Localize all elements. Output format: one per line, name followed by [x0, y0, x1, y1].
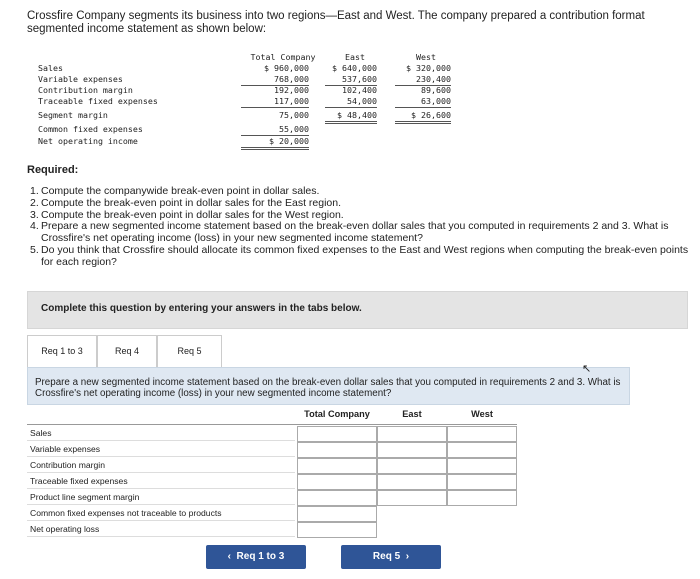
grid-header-east: East	[402, 409, 422, 419]
tab-req-1-to-3[interactable]: Req 1 to 3	[27, 335, 97, 368]
stmt-value: $ 26,600	[395, 110, 451, 124]
required-item-number: 5.	[30, 243, 39, 256]
grid-header-west: West	[471, 409, 493, 419]
grid-row-label: Traceable fixed expenses	[27, 473, 295, 489]
stmt-value: 537,600	[325, 74, 377, 86]
required-item-text: Compute the companywide break-even point in dollar sales.	[41, 185, 320, 197]
stmt-value: $ 48,400	[325, 110, 377, 124]
grid-header-total: Total Company	[304, 409, 370, 419]
variable-expenses-total-input[interactable]	[297, 442, 377, 458]
stmt-header-total: Total Company	[250, 52, 316, 62]
problem-intro: Crossfire Company segments its business into two regions—East and West. The company prepared a contribution format segmented income statement as shown below:	[27, 10, 645, 35]
contribution-margin-west-input[interactable]	[447, 458, 517, 474]
stmt-label: Common fixed expenses	[38, 124, 143, 134]
required-list	[30, 186, 690, 269]
required-title: Required:	[27, 164, 79, 176]
net-operating-loss-total-input[interactable]	[297, 522, 377, 538]
requirement-prompt: Prepare a new segmented income statement based on the break-even dollar sales that you computed in requirements 2 and 3. What is Crossfire's net operating income (loss) in your new segmented income statement?	[35, 377, 621, 399]
prev-req-button[interactable]	[206, 545, 306, 569]
stmt-value: 75,000	[279, 110, 309, 120]
requirement-panel	[27, 367, 630, 405]
stmt-label: Segment margin	[38, 110, 108, 120]
stmt-label: Variable expenses	[38, 74, 123, 84]
grid-row-label: Sales	[27, 425, 295, 441]
stmt-label: Contribution margin	[38, 85, 133, 95]
chevron-right-icon: ›	[405, 551, 410, 562]
required-item-text: Prepare a new segmented income statement based on the break-even dollar sales that you computed in requirements 2 and 3. What is Crossfire's net operating income (loss) in your new segmented income statement?	[41, 220, 669, 245]
segment-margin-total-input[interactable]	[297, 490, 377, 506]
stmt-value: $ 960,000	[264, 63, 309, 73]
variable-expenses-east-input[interactable]	[377, 442, 447, 458]
segment-margin-west-input[interactable]	[447, 490, 517, 506]
required-item-text: Compute the break-even point in dollar sales for the West region.	[41, 208, 344, 221]
stmt-label: Sales	[38, 63, 63, 73]
contribution-margin-total-input[interactable]	[297, 458, 377, 474]
stmt-value: 768,000	[241, 74, 309, 86]
chevron-left-icon: ‹	[227, 551, 231, 562]
tab-req-5[interactable]: Req 5	[157, 335, 222, 368]
required-item-number: 2.	[30, 196, 39, 209]
stmt-value: 89,600	[421, 85, 451, 95]
tab-req-4[interactable]: Req 4	[97, 335, 157, 368]
stmt-label: Net operating income	[38, 136, 138, 146]
required-item-number: 1.	[30, 185, 39, 197]
sales-total-input[interactable]	[297, 426, 377, 442]
stmt-value: 230,400	[395, 74, 451, 86]
stmt-header-west: West	[416, 52, 436, 62]
stmt-value: 117,000	[241, 96, 309, 108]
stmt-value: 192,000	[274, 85, 309, 95]
next-req-button[interactable]	[341, 545, 441, 569]
required-item-text: Compute the break-even point in dollar sales for the East region.	[41, 196, 342, 209]
stmt-value: $ 320,000	[406, 63, 451, 73]
instructions-text: Complete this question by entering your answers in the tabs below.	[41, 303, 362, 314]
required-item	[30, 221, 690, 245]
sales-east-input[interactable]	[377, 426, 447, 442]
instructions-bar	[27, 291, 688, 329]
grid-row-label: Variable expenses	[27, 441, 295, 457]
required-item-text: Do you think that Crossfire should allocate its common fixed expenses to the East and West regions when computing the break-even points for each region?	[41, 243, 689, 268]
stmt-header-east: East	[345, 52, 365, 62]
variable-expenses-west-input[interactable]	[447, 442, 517, 458]
grid-row-label: Common fixed expenses not traceable to products	[27, 505, 295, 521]
contribution-margin-east-input[interactable]	[377, 458, 447, 474]
stmt-label: Traceable fixed expenses	[38, 96, 158, 106]
required-item	[30, 245, 690, 269]
segment-margin-east-input[interactable]	[377, 490, 447, 506]
traceable-fixed-total-input[interactable]	[297, 474, 377, 490]
required-item-number: 4.	[30, 220, 39, 233]
common-fixed-total-input[interactable]	[297, 506, 377, 522]
traceable-fixed-east-input[interactable]	[377, 474, 447, 490]
stmt-value: 54,000	[325, 96, 377, 108]
stmt-value: 55,000	[241, 124, 309, 136]
prev-req-label: Req 1 to 3	[236, 551, 285, 562]
stmt-value: 102,400	[342, 85, 377, 95]
grid-row-label: Product line segment margin	[27, 489, 295, 505]
sales-west-input[interactable]	[447, 426, 517, 442]
stmt-value: 63,000	[395, 96, 451, 108]
stmt-value: $ 20,000	[241, 136, 309, 150]
grid-row-label: Net operating loss	[27, 521, 295, 537]
next-req-label: Req 5	[372, 551, 401, 562]
grid-row-label: Contribution margin	[27, 457, 295, 473]
stmt-value: $ 640,000	[332, 63, 377, 73]
mouse-cursor-icon: ↖	[582, 363, 592, 375]
required-item-number: 3.	[30, 208, 39, 221]
traceable-fixed-west-input[interactable]	[447, 474, 517, 490]
